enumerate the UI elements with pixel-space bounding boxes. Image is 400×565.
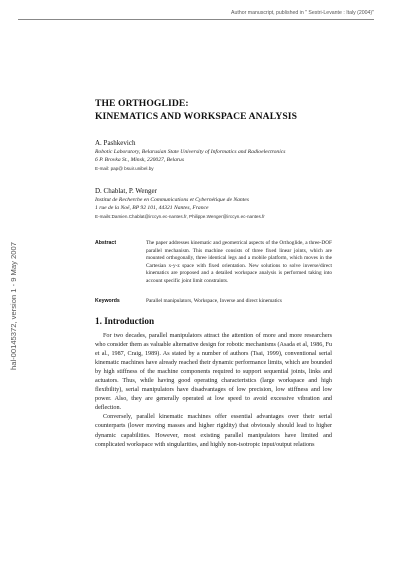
keywords-label: Keywords xyxy=(95,298,120,304)
paragraph-1: For two decades, parallel manipulators attract the attention of more and more researchers who consider them as valuable alternative design for robotic mechanisms (Asada et al, 1986, Fu et al., 1987, Craig, 1989). As stated by a number of authors (Tsai, 1999), conventional serial kinematic machines have already reached their dynamic performance limits, which are bounded by high stiffness of the machine components required to support sequential joints, links and actuators. Thus, while having good operating characteristics (large workspace and high flexibility), serial manipulators have disadvantages of low precision, low stiffness and low power. Also, they are generally operated at low speed to avoid excessive vibration and deflection. xyxy=(95,333,332,412)
keywords-text: Parallel manipulators, Workspace, Inverse and direct kinematics xyxy=(146,298,282,304)
author2-email: E-mails:Damien.Chablat@irccyn.ec-nantes.fr, Philippe.Wenger@irccyn.ec-nantes.fr xyxy=(95,214,265,219)
header-rule xyxy=(18,19,374,20)
author2-affiliation-line-1: Institut de Recherche en Communications et Cybernétique de Nantes xyxy=(95,197,249,203)
title-line-2: KINEMATICS AND WORKSPACE ANALYSIS xyxy=(95,110,298,122)
introduction-body xyxy=(95,332,332,450)
author2-affiliation-line-2: 1 rue de la Noë, BP 92 101, 44321 Nantes, France xyxy=(95,205,209,211)
paper-title xyxy=(95,98,297,123)
paragraph-2: Conversely, parallel kinematic machines offer essential advantages over their serial counterparts (lower moving masses and higher rigidity) that obviously should lead to higher dynamic capabilities. However, most existing parallel manipulators have limited and complicated workspace with singularities, and highly non-isotropic input/output relations xyxy=(95,414,332,448)
author-name-1: A. Pashkevich xyxy=(95,139,136,147)
publication-header: Author manuscript, published in " Sestri-Levante : Italy (2004)" xyxy=(231,10,374,16)
hal-identifier-stamp: hal-00145372, version 1 - 9 May 2007 xyxy=(9,242,18,370)
author1-affiliation-line-1: Robotic Laboratory, Belarusian State University of Informatics and Radioelectronics xyxy=(95,149,286,155)
abstract-text: The paper addresses kinematic and geometrical aspects of the Orthoglide, a three-DOF parallel mechanism. This machine consists of three fixed linear joints, which are mounted orthogonally, three identical legs and a mobile platform, which moves in the Cartesian x-y-z space with fixed orientation. New solutions to solve inverse/direct kinematics are proposed and a detailed workspace analysis is performed taking into account specific joint limit constraints. xyxy=(146,240,332,284)
author-name-2: D. Chablat, P. Wenger xyxy=(95,187,157,195)
author1-email: E-mail: pap@ bsuir.unibel.by xyxy=(95,166,154,171)
title-line-1: THE ORTHOGLIDE: xyxy=(95,98,189,109)
author1-affiliation-line-2: 6 P. Brovka St., Minsk, 220027, Belarus xyxy=(95,157,185,163)
section-heading: 1. Introduction xyxy=(95,316,155,326)
abstract-label: Abstract xyxy=(95,240,117,246)
